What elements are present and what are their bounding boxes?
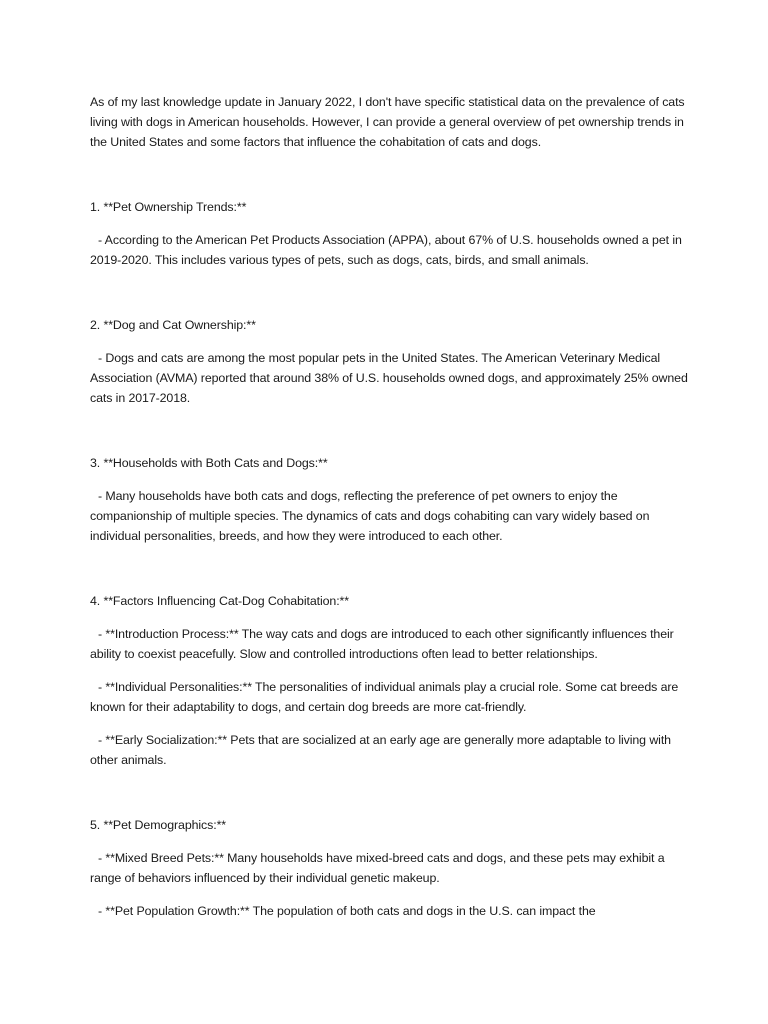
section-heading-4: 4. **Factors Influencing Cat-Dog Cohabitation:** (90, 594, 349, 608)
section-1-item-1: - According to the American Pet Products Association (APPA), about 67% of U.S. households owned a pet in 2019-2020. This includes various types of pets, such as dogs, cats, birds, and small animals. (90, 233, 682, 267)
section-5-item-1: - **Mixed Breed Pets:** Many households have mixed-breed cats and dogs, and these pets may exhibit a range of behaviors influenced by their individual genetic makeup. (90, 851, 665, 885)
section-3-item-1: - Many households have both cats and dogs, reflecting the preference of pet owners to enjoy the companionship of multiple species. The dynamics of cats and dogs cohabiting can vary widely based on individual personalities, breeds, and how they were introduced to each other. (90, 489, 650, 543)
section-heading-3: 3. **Households with Both Cats and Dogs:** (90, 456, 328, 470)
section-heading-2: 2. **Dog and Cat Ownership:** (90, 318, 256, 332)
document-body (90, 92, 690, 921)
section-4-item-1: - **Introduction Process:** The way cats and dogs are introduced to each other significantly influences their ability to coexist peacefully. Slow and controlled introductions often lead to better relationships. (90, 627, 674, 661)
section-2-item-1: - Dogs and cats are among the most popular pets in the United States. The American Veterinary Medical Association (AVMA) reported that around 38% of U.S. households owned dogs, and approximately 25% owned cats in 2017-2018. (90, 351, 688, 405)
section-heading-5: 5. **Pet Demographics:** (90, 818, 227, 832)
section-5-item-2: - **Pet Population Growth:** The population of both cats and dogs in the U.S. can impact the (98, 904, 596, 918)
section-4-item-3: - **Early Socialization:** Pets that are socialized at an early age are generally more adaptable to living with other animals. (90, 733, 671, 767)
section-4-item-2: - **Individual Personalities:** The personalities of individual animals play a crucial role. Some cat breeds are known for their adaptability to dogs, and certain dog breeds are more cat-friendly. (90, 680, 679, 714)
section-heading-1: 1. **Pet Ownership Trends:** (90, 200, 247, 214)
intro-paragraph: As of my last knowledge update in January 2022, I don't have specific statistical data on the prevalence of cats living with dogs in American households. However, I can provide a general overview of pet ownership trends in the United States and some factors that influence the cohabitation of cats and dogs. (90, 95, 685, 149)
